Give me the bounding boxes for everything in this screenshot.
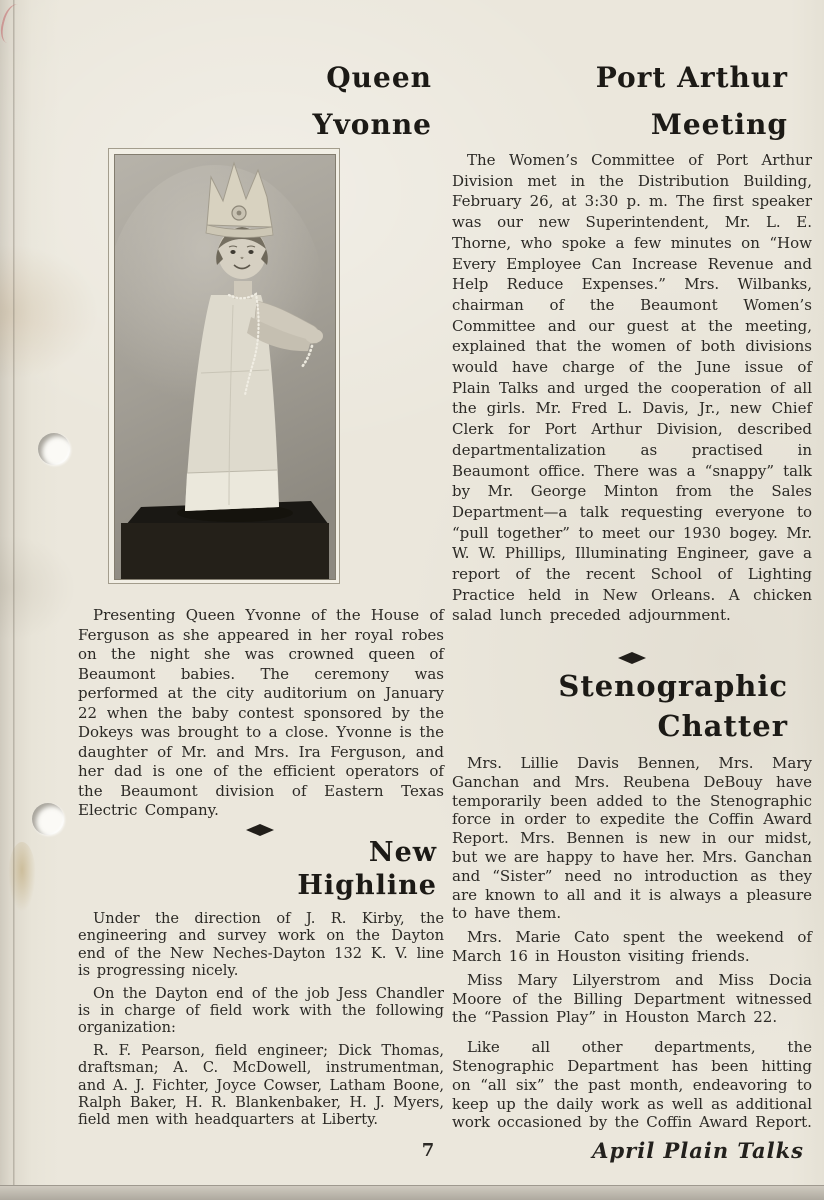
headline-line: Port Arthur: [595, 61, 788, 94]
paragraph: R. F. Pearson, field engineer; Dick Thomas, draftsman; A. C. McDowell, instrumentman, and A. J. Fichter, Joyce Cowser, Latham Boone, Ralph Baker, H. R. Blankenbaker, H. J. Myers, field men with headquarters at Liberty.: [78, 1041, 444, 1129]
queen-yvonne-photo: [108, 148, 340, 584]
headline-new-highline: [76, 836, 437, 902]
binding-fold-line: [13, 0, 15, 1200]
paragraph: Mrs. Lillie Davis Bennen, Mrs. Mary Ganchan and Mrs. Reubena DeBouy have temporarily been added to the Stenographic force in order to expedite the Coffin Award Report. Mrs. Bennen is new in our midst, but we are happy to have her. Mrs. Ganchan and “Sister” need no introduction as they are known to all and it is always a pleasure to have them.: [452, 754, 812, 923]
binder-hole-top: [38, 433, 70, 465]
paper-stain: [8, 842, 36, 912]
paragraph: Mrs. Marie Cato spent the weekend of March 16 in Houston visiting friends.: [452, 928, 812, 965]
paragraph: On the Dayton end of the job Jess Chandler is in charge of field work with the following organization:: [78, 984, 444, 1037]
headline-stenographic-chatter: [452, 666, 788, 746]
headline-line: Queen: [326, 61, 432, 94]
page-number: 7: [421, 1140, 435, 1161]
headline-line: Chatter: [657, 709, 788, 743]
headline-line: Stenographic: [558, 669, 788, 703]
diamond-divider-icon: [246, 824, 274, 836]
headline-line: Meeting: [650, 108, 788, 141]
paragraph: Like all other departments, the Stenographic Department has been hitting on “all six” the past month, endeavoring to keep up the daily work as well as additional work occasioned by the Coffin Award Report.: [452, 1038, 812, 1132]
headline-line: Highline: [297, 870, 437, 901]
headline-line: New: [368, 837, 437, 868]
binder-hole-bottom: [32, 803, 64, 835]
port-arthur-article: [452, 150, 812, 631]
paragraph: Miss Mary Lilyerstrom and Miss Docia Moore of the Billing Department witnessed the “Passion Play” in Houston March 22.: [452, 970, 812, 1027]
headline-port-arthur-meeting: [452, 54, 788, 148]
headline-queen-yvonne: [76, 54, 432, 148]
publication-title: April Plain Talks: [592, 1138, 804, 1163]
page-bottom-edge: [0, 1185, 824, 1200]
pink-pencil-mark: [0, 2, 29, 46]
new-highline-article: [78, 910, 444, 1134]
child-portrait-illustration: [114, 154, 336, 580]
paragraph: The Women’s Committee of Port Arthur Division met in the Distribution Building, February 26, at 3:30 p. m. The first speaker was our new Superintendent, Mr. L. E. Thorne, who spoke a few minutes on “How Every Employee Can Increase Revenue and Help Reduce Expenses.” Mrs. Wilbanks, chairman of the Beaumont Women’s Committee and our guest at the meeting, explained that the women of both divisions would have charge of the June issue of Plain Talks and urged the cooperation of all the girls. Mr. Fred L. Davis, Jr., new Chief Clerk for Port Arthur Division, described departmentalization as practised in Beaumont office. There was a “snappy” talk by Mr. George Minton from the Sales Department—a talk requesting everyone to “pull together” to meet our 1930 bogey. Mr. W. W. Phillips, Illuminating Engineer, gave a report of the recent School of Lighting Practice held in New Orleans. A chicken salad lunch preceded adjournment.: [452, 151, 812, 625]
photo-caption: [78, 606, 444, 826]
caption-text: Presenting Queen Yvonne of the House of Ferguson as she appeared in her royal robes on the night she was crowned queen of Beaumont babies. The ceremony was performed at the city auditorium on January 22 when the baby contest sponsored by the Dokeys was brought to a close. Yvonne is the daughter of Mr. and Mrs. Ira Ferguson, and her dad is one of the efficient operators of the Beaumont division of Eastern Texas Electric Company.: [78, 606, 444, 819]
diamond-divider-icon: [618, 652, 646, 664]
stenographic-chatter-article: [452, 754, 812, 1137]
paragraph: Under the direction of J. R. Kirby, the engineering and survey work on the Dayton end of the New Neches-Dayton 132 K. V. line is progressing nicely.: [78, 910, 444, 980]
headline-line: Yvonne: [312, 108, 432, 141]
